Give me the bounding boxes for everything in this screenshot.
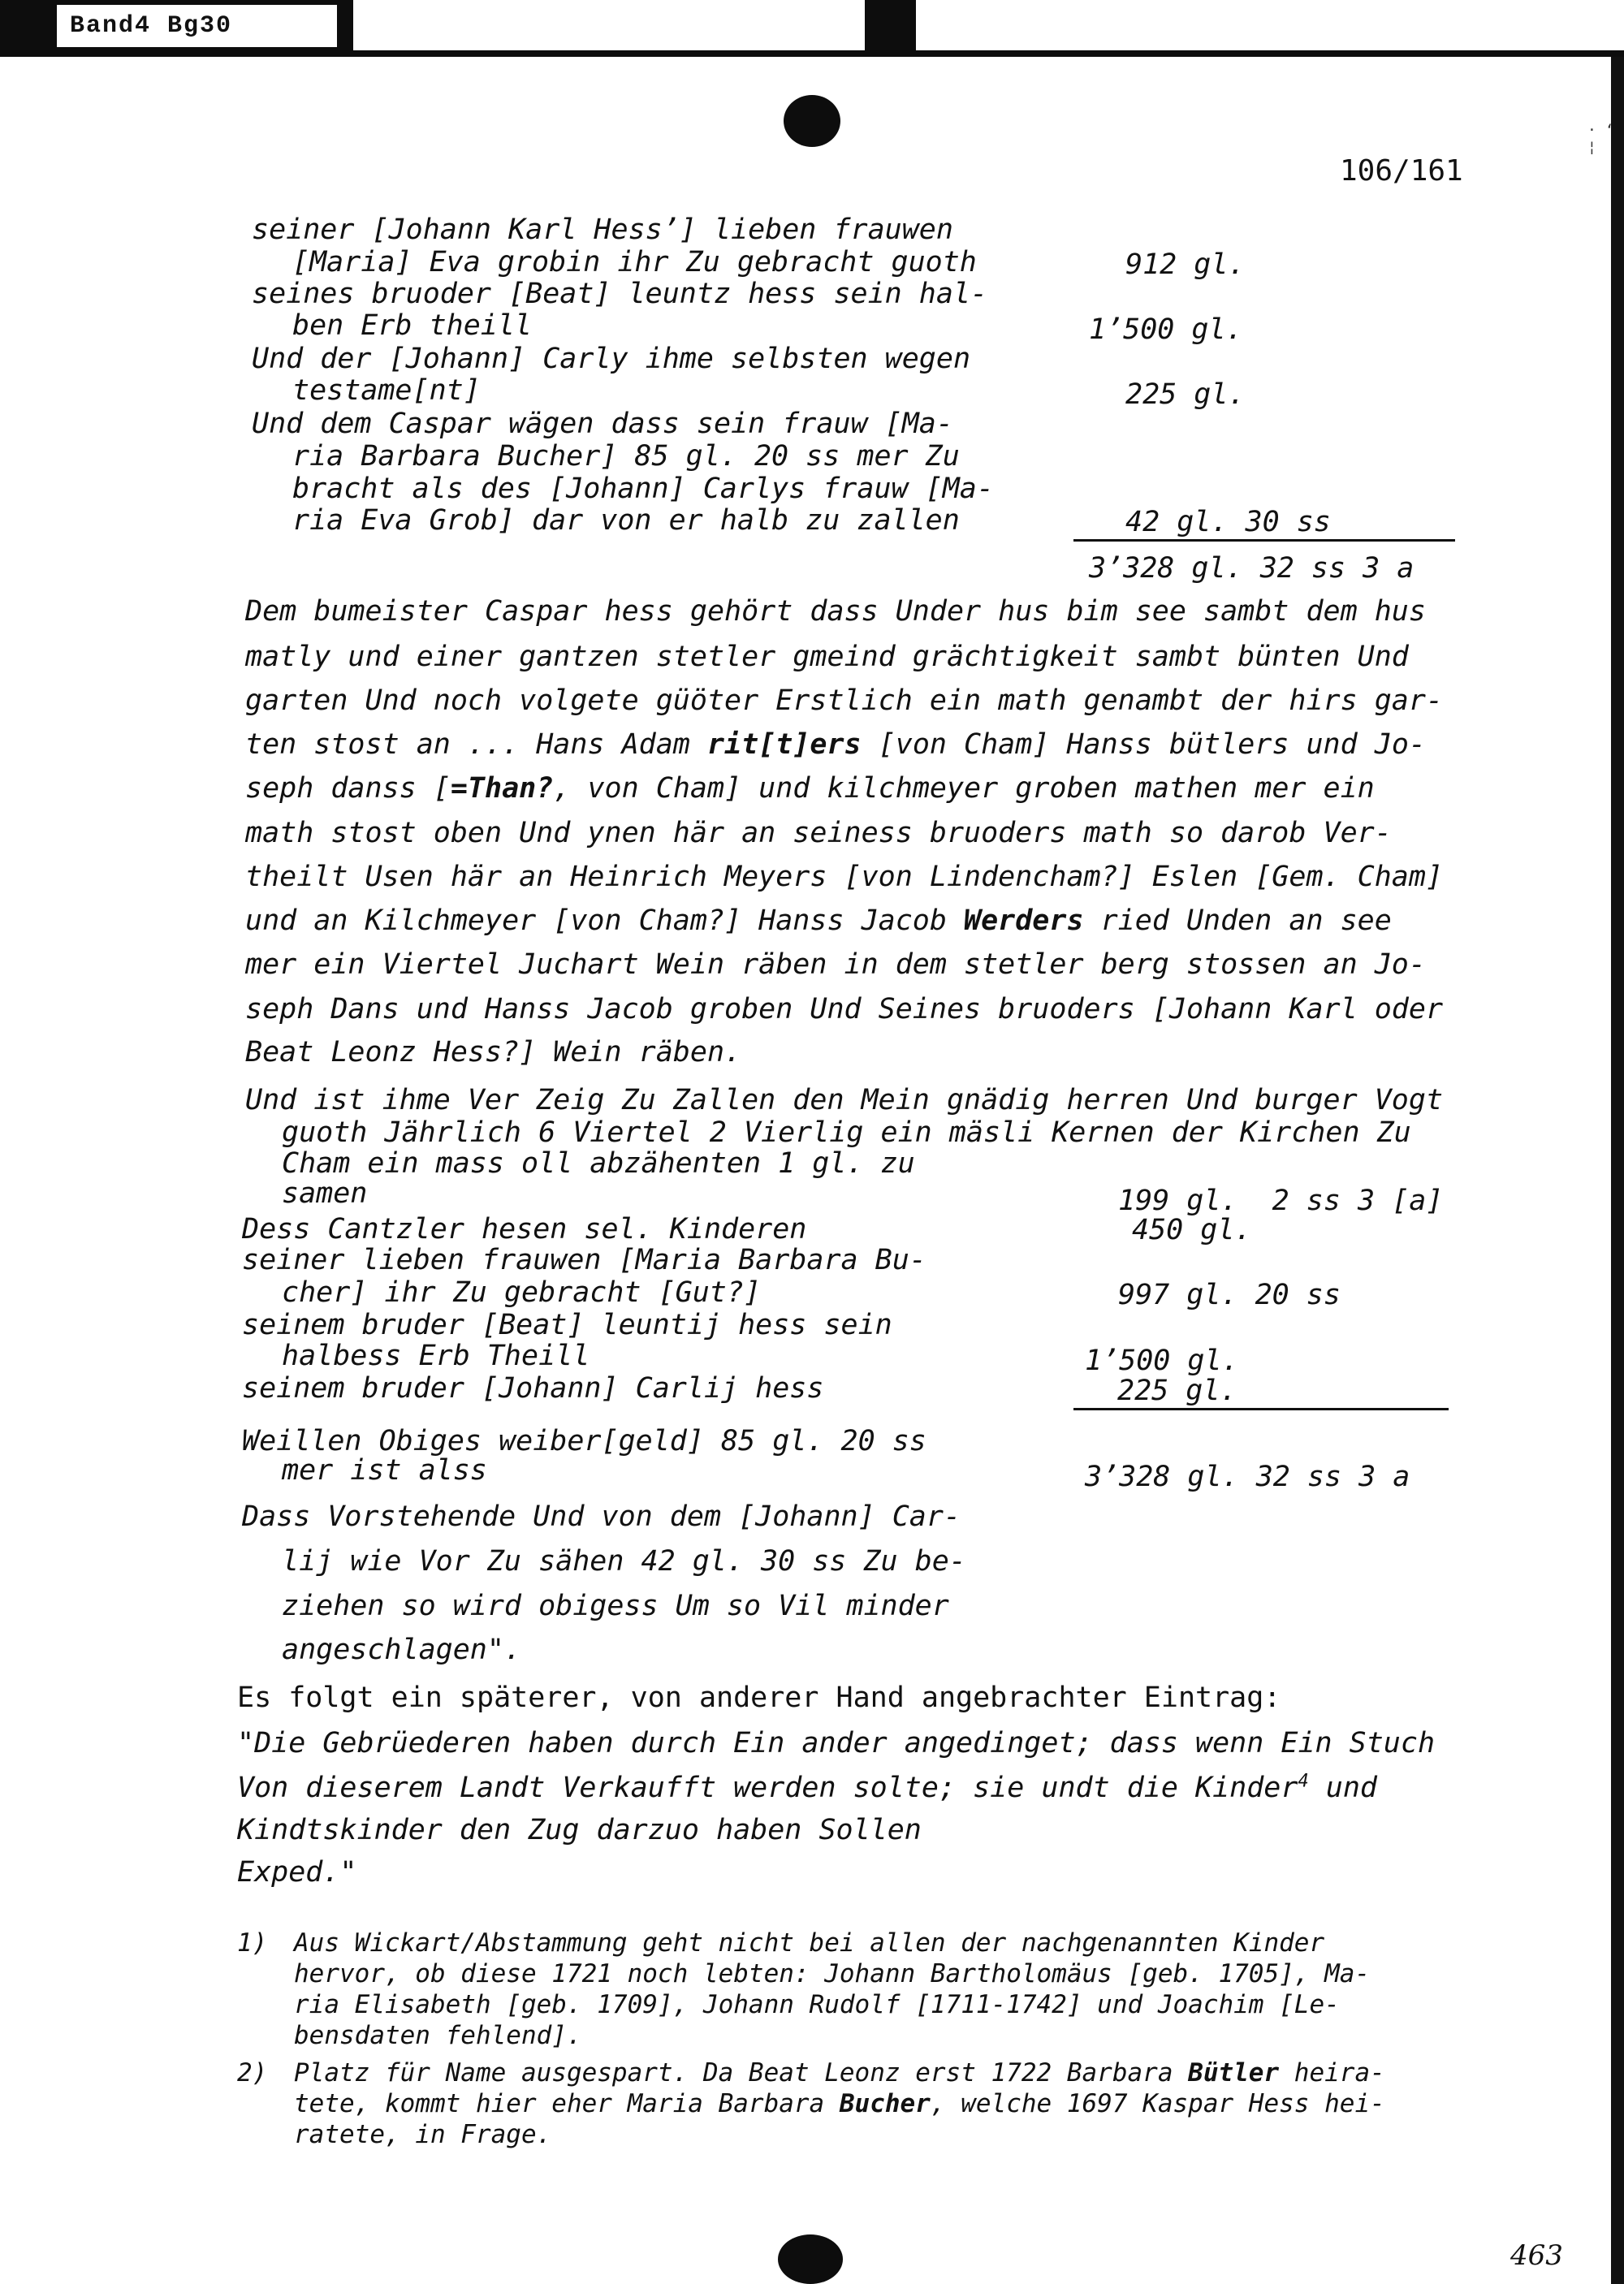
right-scan-border [1611, 57, 1624, 2284]
list2-amount: 997 gl. 20 ss [1118, 1279, 1341, 1311]
paragraph1-line: matly und einer gantzen stetler gmeind grächtigkeit sambt bünten Und [245, 641, 1409, 673]
bold-name-werders: Werders [964, 905, 1084, 937]
list1-line: Und der [Johann] Carly ihme selbsten wegen [252, 343, 971, 375]
paragraph1-line: theilt Usen här an Heinrich Meyers [von Lindencham?] Eslen [Gem. Cham] [245, 861, 1444, 893]
list1-line: seines bruoder [Beat] leuntz hess sein hal- [252, 278, 988, 310]
paragraph1-line: seph Dans und Hanss Jacob groben Und Seines bruoders [Johann Karl oder [245, 993, 1444, 1025]
paragraph1-line: ten stost an ... Hans Adam rit[t]ers [von Cham] Hanss bütlers und Jo- [245, 728, 1426, 761]
dass-line: ziehen so wird obigess Um so Vil minder [282, 1590, 949, 1622]
registration-mark [872, 8, 908, 41]
list1-total: 3’328 gl. 32 ss 3 a [1089, 552, 1415, 585]
header-gap-left [353, 0, 865, 50]
punch-hole-bottom [778, 2234, 843, 2284]
bold-name-ritters: rit[t]ers [706, 728, 862, 761]
volume-label: Band4 Bg30 [57, 5, 337, 47]
scan-speck: · ‘ ¦ [1587, 122, 1614, 156]
list2-line: samen [282, 1177, 368, 1210]
list2-amount: 199 gl. 2 ss 3 [a] [1118, 1185, 1444, 1217]
quote-line: "Die Gebrüederen haben durch Ein ander angedinget; dass wenn Ein Stuch [237, 1727, 1436, 1759]
paragraph1-line: seph danss [=Than?, von Cham] und kilchmeyer groben mathen mer ein [245, 772, 1375, 805]
dass-line: Dass Vorstehende Und von dem [Johann] Car- [242, 1500, 961, 1533]
list1-line: [Maria] Eva grobin ihr Zu gebracht guoth [292, 246, 977, 278]
footnote-line: ria Elisabeth [geb. 1709], Johann Rudolf [1711-1742] und Joachim [Le- [294, 1990, 1340, 2019]
list2-line: halbess Erb Theill [282, 1340, 590, 1372]
paragraph1-line: Beat Leonz Hess?] Wein räben. [245, 1036, 742, 1069]
list2-amount: 225 gl. [1117, 1375, 1237, 1407]
list2-line: seinem bruder [Beat] leuntij hess sein [242, 1309, 892, 1341]
list2-line: Dess Cantzler hesen sel. Kinderen [242, 1213, 807, 1246]
page-number: 106/161 [1340, 154, 1463, 188]
footnote-marker: 4 [1298, 1771, 1309, 1792]
paragraph1-line: und an Kilchmeyer [von Cham?] Hanss Jacob Werders ried Unden an see [245, 905, 1392, 937]
header-gap-right [916, 0, 1624, 50]
list1-amount: 1’500 gl. [1089, 313, 1243, 346]
list1-line: Und dem Caspar wägen dass sein frauw [Ma- [252, 408, 953, 440]
list1-line: ria Barbara Bucher] 85 gl. 20 ss mer Zu [292, 440, 960, 473]
list1-line: ben Erb theill [292, 309, 533, 342]
list2-line: Cham ein mass oll abzähenten 1 gl. zu [282, 1147, 915, 1180]
sum-rule [1073, 1408, 1449, 1410]
list1-line: ria Eva Grob] dar von er halb zu zallen [292, 504, 960, 537]
quote-line: Von dieserem Landt Verkaufft werden solte; sie undt die Kinder$^4$ und [237, 1771, 1377, 1804]
list2-amount: 1’500 gl. [1085, 1345, 1239, 1377]
bold-name-than: =Than? [450, 772, 554, 805]
list1-line: testame[nt] [292, 374, 481, 407]
editorial-note: Es folgt ein späterer, von anderer Hand angebrachter Eintrag: [237, 1682, 1281, 1714]
list2-amount: 450 gl. [1132, 1214, 1252, 1246]
footnote-line: Platz für Name ausgespart. Da Beat Leonz erst 1722 Barbara Bütler heira- [294, 2058, 1385, 2088]
list1-line: bracht als des [Johann] Carlys frauw [Ma- [292, 473, 994, 505]
list2-line: Und ist ihme Ver Zeig Zu Zallen den Mein gnädig herren Und burger Vogt [245, 1084, 1444, 1116]
footnote-line: ratete, in Frage. [294, 2120, 552, 2149]
list1-line: seiner [Johann Karl Hess’] lieben frauwen [252, 214, 953, 246]
dass-line: lij wie Vor Zu sähen 42 gl. 30 ss Zu be- [282, 1545, 966, 1578]
list2-total: 3’328 gl. 32 ss 3 a [1085, 1461, 1410, 1493]
weillen-line: Weillen Obiges weiber[geld] 85 gl. 20 ss [242, 1425, 926, 1457]
list1-amount: 225 gl. [1125, 378, 1246, 411]
paragraph1-line: mer ein Viertel Juchart Wein räben in dem stetler berg stossen an Jo- [245, 948, 1426, 981]
list2-line: cher] ihr Zu gebracht [Gut?] [282, 1276, 762, 1309]
list1-amount: 912 gl. [1125, 248, 1246, 281]
weillen-line: mer ist alss [282, 1454, 487, 1487]
punch-hole-top [784, 95, 840, 147]
list2-line: guoth Jährlich 6 Viertel 2 Vierlig ein mäsli Kernen der Kirchen Zu [282, 1116, 1411, 1149]
bold-name-buetler: Bütler [1188, 2058, 1280, 2088]
footnote-line: hervor, ob diese 1721 noch lebten: Johann Bartholomäus [geb. 1705], Ma- [294, 1959, 1371, 1988]
paragraph1-line: math stost oben Und ynen här an seiness bruoders math so darob Ver- [245, 817, 1392, 849]
bold-name-bucher: Bucher [839, 2089, 931, 2118]
footnote-line: tete, kommt hier eher Maria Barbara Bucher, welche 1697 Kaspar Hess hei- [294, 2089, 1385, 2118]
paragraph1-line: Dem bumeister Caspar hess gehört dass Under hus bim see sambt dem hus [245, 595, 1426, 628]
dass-line: angeschlagen". [282, 1634, 522, 1666]
quote-line: Exped." [237, 1856, 357, 1889]
handwritten-page-note: 463 [1510, 2239, 1563, 2272]
footnote-number: 1) [237, 1928, 268, 1958]
list2-line: seiner lieben frauwen [Maria Barbara Bu- [242, 1244, 926, 1276]
footnote-line: bensdaten fehlend]. [294, 2021, 582, 2050]
footnote-number: 2) [237, 2058, 268, 2088]
sum-rule [1073, 539, 1455, 542]
quote-line: Kindtskinder den Zug darzuo haben Sollen [237, 1814, 922, 1846]
paragraph1-line: garten Und noch volgete güöter Erstlich ein math genambt der hirs gar- [245, 684, 1444, 717]
footnote-line: Aus Wickart/Abstammung geht nicht bei allen der nachgenannten Kinder [294, 1928, 1325, 1958]
list2-line: seinem bruder [Johann] Carlij hess [242, 1372, 824, 1405]
list1-amount: 42 gl. 30 ss [1125, 506, 1331, 538]
